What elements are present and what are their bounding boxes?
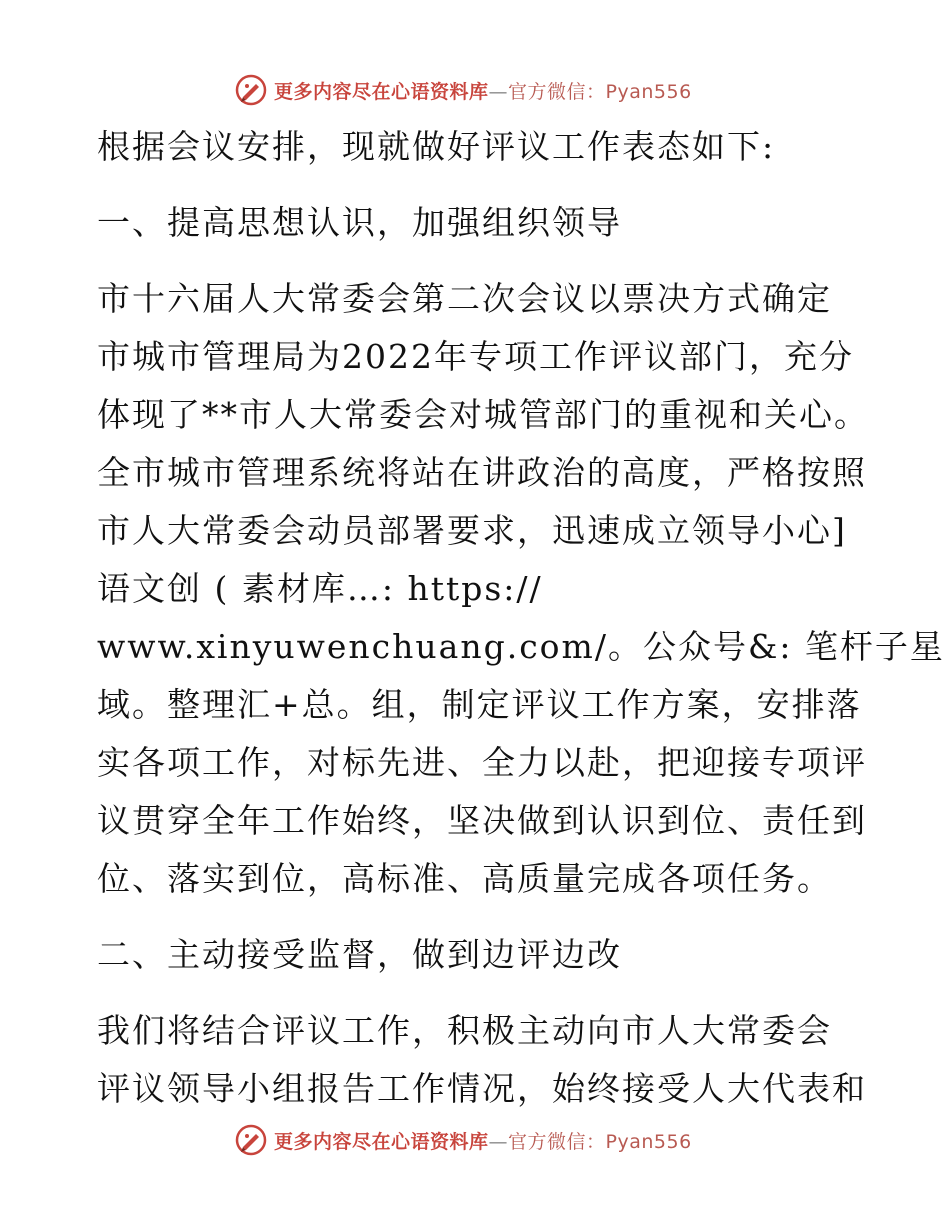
section-1-paragraph: [97, 270, 945, 908]
paragraph-line: 域。整理汇+总。组，制定评议工作方案，安排落: [97, 685, 862, 724]
paragraph-line: 实各项工作，对标先进、全力以赴，把迎接专项评: [97, 743, 867, 782]
banner-wechat: Pyan556: [605, 80, 692, 103]
intro-paragraph: 根据会议安排，现就做好评议工作表态如下:: [97, 127, 776, 166]
paragraph-line: 市人大常委会动员部署要求，迅速成立领导小心]: [97, 511, 847, 550]
section-2-paragraph: [97, 1002, 867, 1118]
pen-logo-icon: [234, 73, 268, 107]
banner-text: [274, 1127, 692, 1154]
paragraph-line: 体现了**市人大常委会对城管部门的重视和关心。: [97, 395, 869, 434]
paragraph-line: 市十六届人大常委会第二次会议以票决方式确定: [97, 279, 832, 318]
banner-dash: —: [488, 1130, 509, 1153]
paragraph-line: www.xinyuwenchuang.com/。公众号&: 笔杆子星: [97, 627, 945, 666]
pen-logo-icon: [234, 1123, 268, 1157]
banner-main: 更多内容尽在心语资料库: [274, 1130, 489, 1153]
paragraph-line: 语文创 ( 素材库…: https://: [97, 569, 543, 608]
paragraph-line: 市城市管理局为2022年专项工作评议部门，充分: [97, 337, 854, 376]
header-banner: [234, 72, 734, 108]
paragraph-line: 议贯穿全年工作始终，坚决做到认识到位、责任到: [97, 801, 867, 840]
banner-label: 官方微信：: [508, 1130, 606, 1153]
banner-main: 更多内容尽在心语资料库: [274, 80, 489, 103]
section-1-heading: 一、提高思想认识，加强组织领导: [97, 203, 622, 242]
banner-wechat: Pyan556: [605, 1130, 692, 1153]
section-2-heading: 二、主动接受监督，做到边评边改: [97, 935, 622, 974]
paragraph-line: 我们将结合评议工作，积极主动向市人大常委会: [97, 1011, 832, 1050]
banner-label: 官方微信：: [508, 80, 606, 103]
paragraph-line: 全市城市管理系统将站在讲政治的高度，严格按照: [97, 453, 867, 492]
banner-dash: —: [488, 80, 509, 103]
paragraph-line: 位、落实到位，高标准、高质量完成各项任务。: [97, 859, 832, 898]
banner-text: [274, 77, 692, 104]
document-body: [97, 118, 945, 1118]
footer-banner: [234, 1122, 734, 1158]
paragraph-line: 评议领导小组报告工作情况，始终接受人大代表和: [97, 1069, 867, 1108]
